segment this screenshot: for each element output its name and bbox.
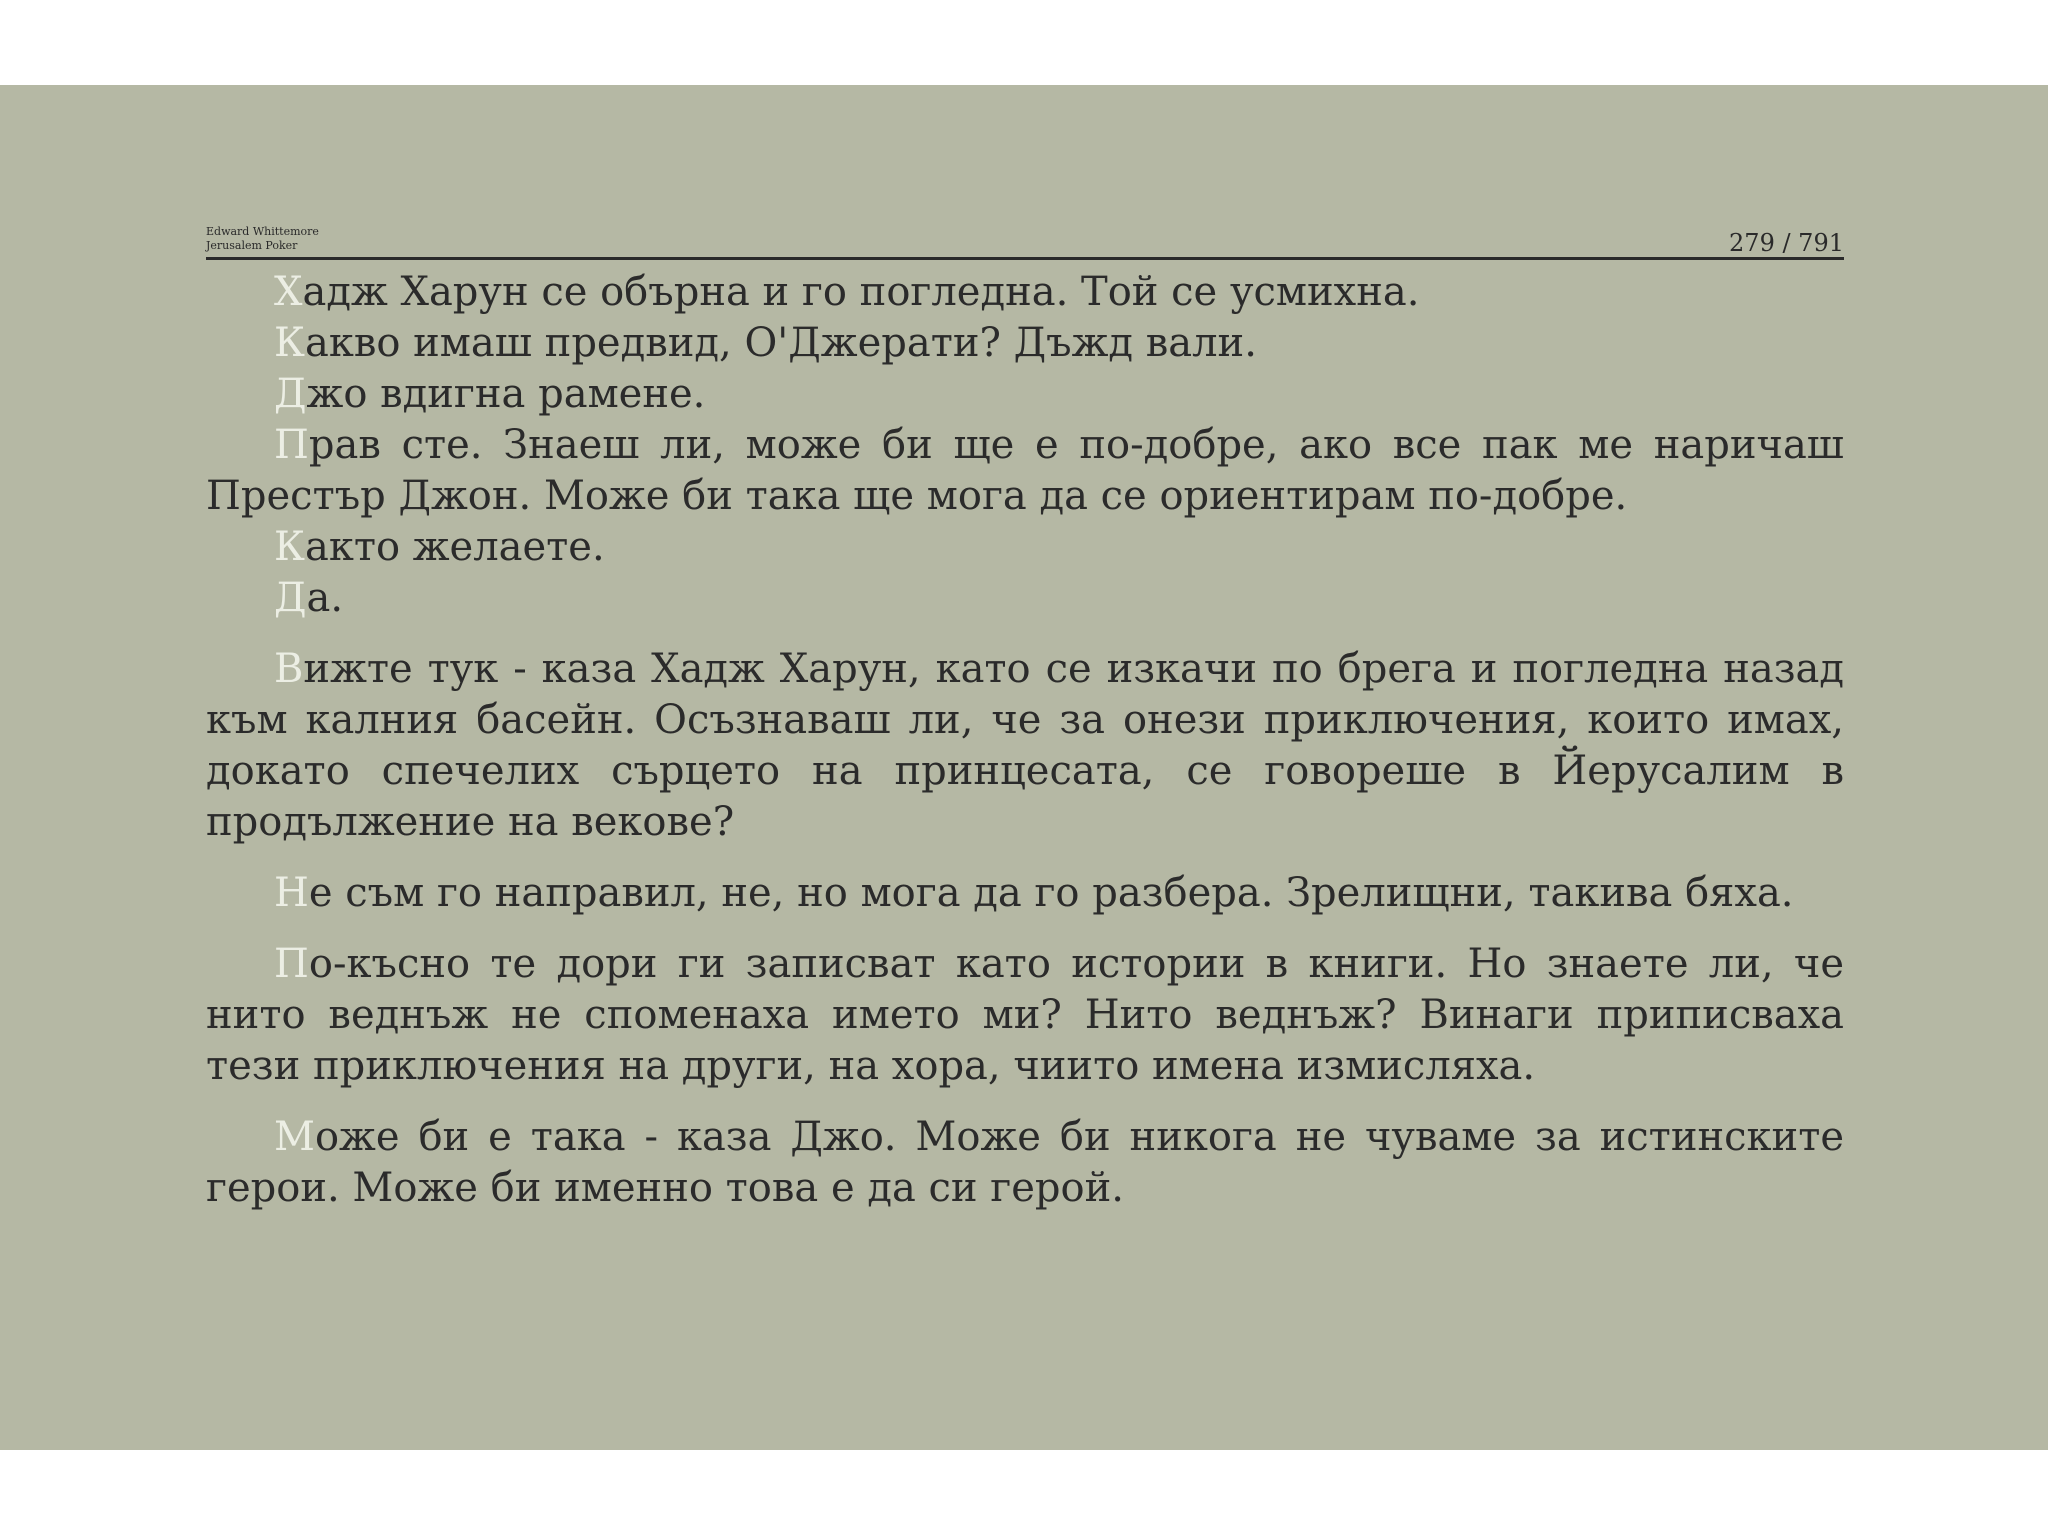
drop-cap: К [274, 320, 305, 366]
drop-cap: К [274, 524, 305, 570]
page-text [206, 267, 1844, 1214]
drop-cap: Н [274, 870, 309, 916]
paragraph-text: адж Харун се обърна и го погледна. Той се усмихна. [302, 269, 1420, 315]
paragraph-text: е съм го направил, не, но мога да го разбера. Зрелищни, такива бяха. [308, 870, 1794, 916]
paragraph-text: акво имаш предвид, О'Джерати? Дъжд вали. [304, 320, 1257, 366]
drop-cap: В [274, 646, 304, 692]
paragraph-text: акто желаете. [304, 524, 605, 570]
drop-cap: Д [274, 575, 307, 621]
author-name: Edward Whittemore [206, 225, 319, 238]
drop-cap: Х [274, 269, 303, 315]
paragraph [206, 267, 1844, 318]
paragraph [206, 1112, 1844, 1214]
paragraph [206, 318, 1844, 369]
reader-page [0, 85, 2048, 1450]
paragraph-text: а. [306, 575, 344, 621]
book-title: Jerusalem Poker [206, 239, 298, 252]
drop-cap: М [274, 1114, 315, 1160]
paragraph-text: жо вдигна рамене. [306, 371, 706, 417]
paragraph [206, 868, 1844, 919]
drop-cap: Д [274, 371, 307, 417]
page-header [206, 221, 1844, 260]
drop-cap: П [274, 422, 309, 468]
book-meta [206, 225, 319, 253]
paragraph [206, 939, 1844, 1092]
paragraph-text: о-късно те дори ги записват като истории в книги. Но знаете ли, че нито веднъж не споменаха името ми? Нито веднъж? Винаги приписваха тези приключения на други, на хора, чиито имена измисляха. [206, 941, 1844, 1089]
paragraph [206, 573, 1844, 624]
paragraph [206, 369, 1844, 420]
drop-cap: П [274, 941, 309, 987]
paragraph-text: рав сте. Знаеш ли, може би ще е по-добре, ако все пак ме наричаш Престър Джон. Може би така ще мога да се ориентирам по-добре. [206, 422, 1844, 519]
paragraph-text: ижте тук - каза Хадж Харун, като се изкачи по брега и погледна назад към калния басейн. Осъзнаваш ли, че за онези приключения, които имах, докато спечелих сърцето на принцесата, се говореше в Йерусалим в продължение на векове? [206, 646, 1844, 845]
page-indicator: 279 / 791 [1729, 229, 1844, 257]
paragraph [206, 420, 1844, 522]
paragraph-text: оже би е така - каза Джо. Може би никога не чуваме за истинските герои. Може би именно това е да си герой. [206, 1114, 1844, 1211]
paragraph [206, 644, 1844, 848]
paragraph [206, 522, 1844, 573]
